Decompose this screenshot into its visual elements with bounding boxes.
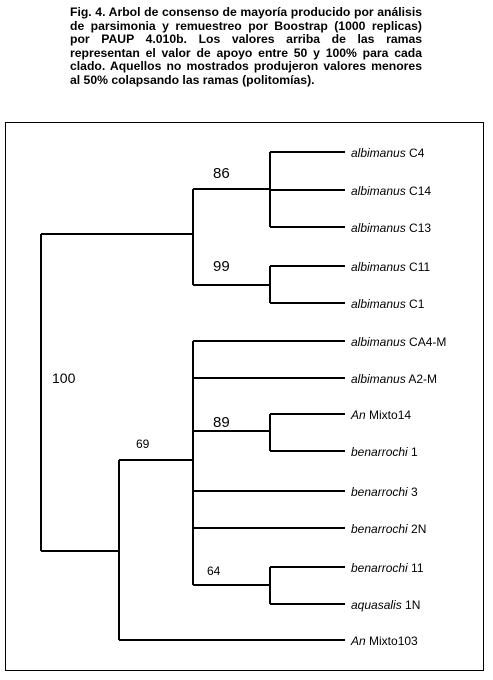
leaf-label: benarrochi 3 [351, 485, 418, 499]
support-root: 100 [52, 370, 76, 386]
leaf-label: albimanus A2-M [351, 372, 438, 386]
caption-prefix: Fig. 4. [70, 5, 106, 19]
support-mixto14: 89 [213, 414, 230, 431]
leaf-label: albimanus C1 [351, 297, 425, 311]
leaf-label: An Mixto103 [351, 634, 418, 648]
leaf-label: albimanus C13 [351, 221, 432, 235]
leaf-label: albimanus CA4-M [351, 335, 447, 349]
support-c4c14c13: 86 [213, 165, 230, 182]
support-c11c1: 99 [213, 258, 230, 275]
leaf-label: aquasalis 1N [351, 598, 421, 612]
leaf-label: benarrochi 11 [351, 561, 424, 575]
support-lower: 69 [136, 437, 150, 451]
leaf-label: benarrochi 2N [351, 522, 427, 536]
caption-text: Arbol de consenso de mayoría producido por análisis de parsimonia y remuestreo por Boostrap (1000 replicas) por PAUP 4.010b. Los valores arriba de las ramas representan el valor de apoyo entre 50 y 100% para cada clado. Aquellos no mostrados produjeron valores menores al 50% colapsando las ramas (politomías). [70, 5, 422, 87]
leaf-label: An Mixto14 [351, 408, 412, 422]
leaf-label: albimanus C11 [351, 260, 431, 274]
leaf-label: albimanus C14 [351, 184, 432, 198]
leaf-labels [350, 146, 446, 648]
tree-branches [41, 152, 345, 640]
support-b11: 64 [207, 564, 221, 578]
leaf-label: albimanus C4 [351, 146, 425, 160]
leaf-label: benarrochi 1 [351, 445, 418, 459]
